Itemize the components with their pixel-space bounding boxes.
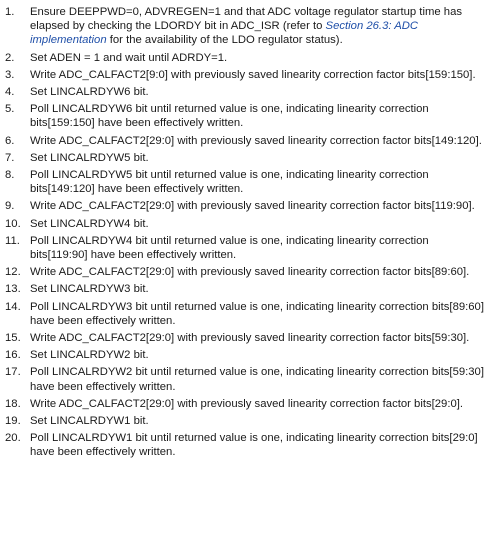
step-number: 1. bbox=[5, 6, 15, 18]
step-number: 14. bbox=[5, 300, 21, 313]
step-text: Write ADC_CALFACT2[29:0] with previously saved linearity correction factor bits[89:60]. bbox=[30, 266, 470, 279]
step-number: 18. bbox=[5, 397, 21, 410]
step-1 bbox=[0, 5, 493, 48]
section-reference-link[interactable]: Section 26.3: ADC implementation bbox=[30, 20, 419, 47]
step-text: Poll LINCALRDYW6 bit until returned value is one, indicating linearity correction bits[159:150] have been effectively written. bbox=[30, 103, 429, 130]
step-19 bbox=[0, 414, 493, 428]
step-17 bbox=[0, 365, 493, 393]
step-text: Poll LINCALRDYW5 bit until returned value is one, indicating linearity correction bits[149:120] have been effectively written. bbox=[30, 169, 429, 196]
step-number: 15. bbox=[5, 332, 21, 345]
step-number: 13. bbox=[5, 283, 21, 296]
step-15 bbox=[0, 331, 493, 345]
step-number: 11. bbox=[5, 234, 20, 247]
step-text: Write ADC_CALFACT2[29:0] with previously saved linearity correction factor bits[149:120]. bbox=[30, 134, 482, 147]
step-text: Set LINCALRDYW2 bit. bbox=[30, 349, 149, 362]
step-7 bbox=[0, 151, 493, 165]
step-8 bbox=[0, 168, 493, 196]
step-text bbox=[30, 5, 493, 48]
step-5 bbox=[0, 102, 493, 130]
step-text: Set LINCALRDYW3 bit. bbox=[30, 283, 149, 296]
step-text-pre: Ensure DEEPPWD=0, ADVREGEN=1 and that ADC voltage regulator startup time has elapsed by checking the LDORDY bit in ADC_ISR (refer to bbox=[30, 6, 463, 33]
step-number: 5. bbox=[5, 103, 15, 116]
step-text: Write ADC_CALFACT2[29:0] with previously saved linearity correction factor bits[59:30]. bbox=[30, 332, 470, 345]
step-text: Set LINCALRDYW5 bit. bbox=[30, 151, 149, 164]
step-16 bbox=[0, 348, 493, 362]
step-13 bbox=[0, 282, 493, 296]
step-20 bbox=[0, 431, 493, 459]
step-number: 19. bbox=[5, 415, 21, 428]
step-9 bbox=[0, 199, 493, 213]
step-14 bbox=[0, 300, 493, 328]
procedure-list bbox=[0, 5, 493, 460]
step-10 bbox=[0, 217, 493, 231]
step-text: Poll LINCALRDYW3 bit until returned value is one, indicating linearity correction bits[89:60] have been effectively written. bbox=[30, 300, 484, 327]
step-number: 2. bbox=[5, 51, 15, 64]
step-18 bbox=[0, 397, 493, 411]
step-text: Set LINCALRDYW1 bit. bbox=[30, 415, 149, 428]
step-11 bbox=[0, 234, 493, 262]
step-text: Write ADC_CALFACT2[29:0] with previously saved linearity correction factor bits[29:0]. bbox=[30, 397, 464, 410]
step-number: 7. bbox=[5, 151, 15, 164]
step-text: Set ADEN = 1 and wait until ADRDY=1. bbox=[30, 51, 228, 64]
step-number: 8. bbox=[5, 169, 15, 182]
step-number: 6. bbox=[5, 134, 15, 147]
step-text-post: for the availability of the LDO regulator status). bbox=[106, 34, 343, 47]
step-number: 17. bbox=[5, 366, 21, 379]
step-2 bbox=[0, 51, 493, 65]
step-text: Write ADC_CALFACT2[29:0] with previously saved linearity correction factor bits[119:90]. bbox=[30, 200, 475, 213]
step-number: 9. bbox=[5, 200, 15, 213]
step-number: 3. bbox=[5, 68, 15, 81]
step-4 bbox=[0, 85, 493, 99]
step-text: Poll LINCALRDYW4 bit until returned value is one, indicating linearity correction bits[119:90] have been effectively written. bbox=[30, 234, 429, 262]
step-6 bbox=[0, 134, 493, 148]
step-text: Poll LINCALRDYW1 bit until returned value is one, indicating linearity correction bits[29:0] have been effectively written. bbox=[30, 432, 478, 459]
step-text: Write ADC_CALFACT2[9:0] with previously saved linearity correction factor bits[159:150]. bbox=[30, 68, 476, 81]
step-text: Set LINCALRDYW6 bit. bbox=[30, 86, 149, 99]
step-3 bbox=[0, 68, 493, 82]
step-number: 12. bbox=[5, 266, 21, 279]
step-number: 16. bbox=[5, 349, 21, 362]
step-number: 20. bbox=[5, 432, 21, 445]
step-number: 10. bbox=[5, 217, 21, 230]
step-text: Poll LINCALRDYW2 bit until returned value is one, indicating linearity correction bits[59:30] have been effectively written. bbox=[30, 366, 484, 393]
step-text: Set LINCALRDYW4 bit. bbox=[30, 217, 149, 230]
step-12 bbox=[0, 265, 493, 279]
step-number: 4. bbox=[5, 86, 15, 99]
